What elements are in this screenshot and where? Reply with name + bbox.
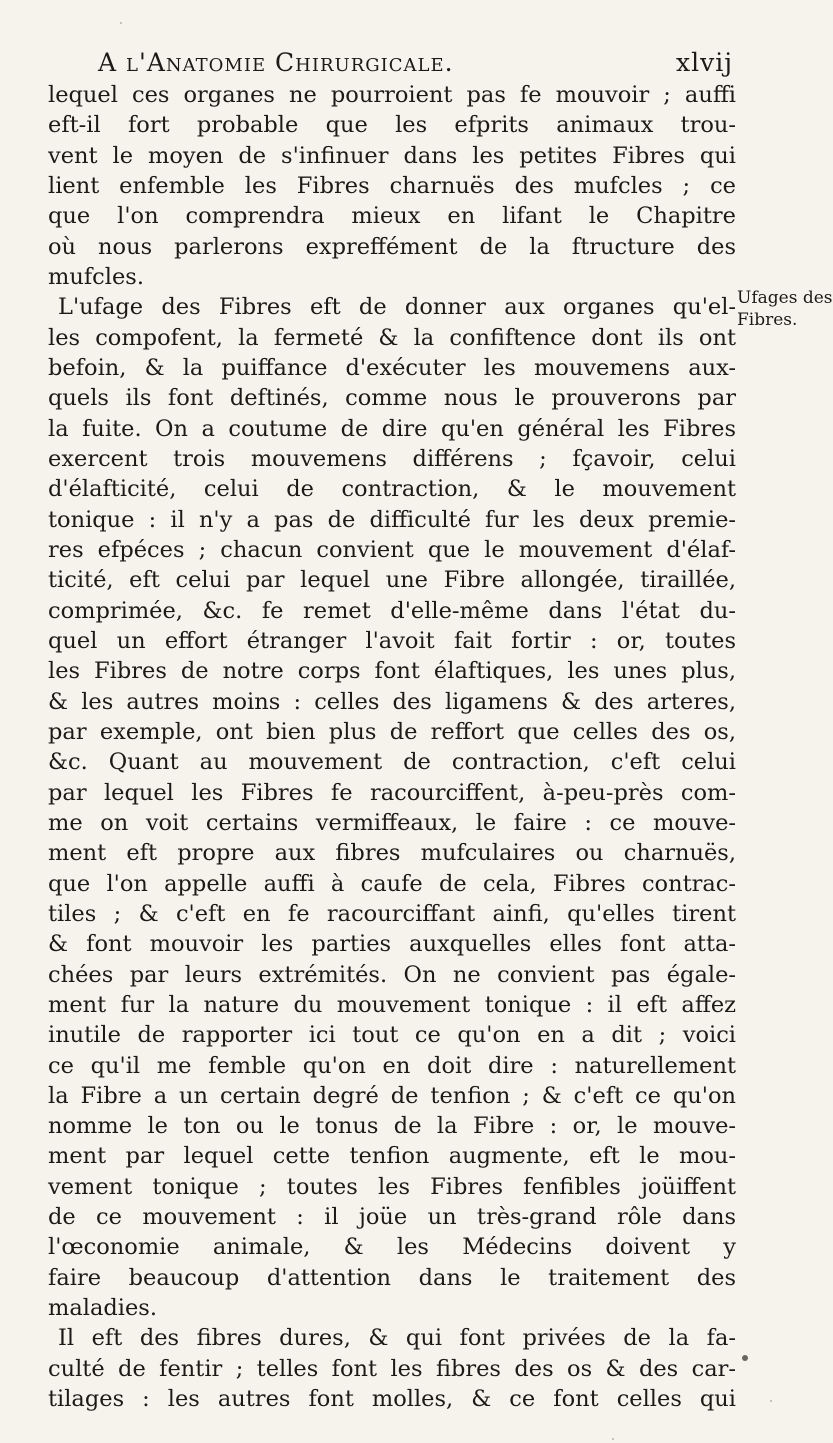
text-line: nomme le ton ou le tonus de la Fibre : or, le mouve- <box>48 1113 736 1140</box>
text-line: mufcles. <box>48 263 144 290</box>
text-line: res efpéces ; chacun convient que le mouvement d'élaf- <box>48 536 736 563</box>
body-text <box>48 80 736 1414</box>
text-line: eft-il fort probable que les efprits animaux trou- <box>48 112 736 139</box>
text-line: ce qu'il me femble qu'on en doit dire : naturellement <box>48 1052 736 1079</box>
text-line: tonique : il n'y a pas de difficulté fur les deux premie- <box>48 506 736 533</box>
text-line: les compofent, la fermeté & la confiftence dont ils ont <box>48 324 736 351</box>
text-line: ment par lequel cette tenfion augmente, eft le mou- <box>48 1143 736 1170</box>
text-line: & les autres moins : celles des ligamens & des arteres, <box>48 688 736 715</box>
text-line: que l'on appelle auffi à caufe de cela, Fibres contrac- <box>48 870 736 897</box>
text-line: la fuite. On a coutume de dire qu'en général les Fibres <box>48 415 736 442</box>
running-head <box>38 48 733 80</box>
text-line: quels ils font deftinés, comme nous le prouverons par <box>48 385 736 412</box>
text-line: de ce mouvement : il joüe un très-grand rôle dans <box>48 1204 736 1231</box>
paper-speck <box>612 1438 614 1440</box>
text-line: ment fur la nature du mouvement tonique : il eft affez <box>48 991 736 1018</box>
text-line: que l'on comprendra mieux en lifant le Chapitre <box>48 203 736 230</box>
text-line: lient enfemble les Fibres charnuës des mufcles ; ce <box>48 172 736 199</box>
text-line: la Fibre a un certain degré de tenfion ; & c'eft ce qu'on <box>48 1082 736 1109</box>
text-line: & font mouvoir les parties auxquelles elles font atta- <box>48 931 736 958</box>
text-line: chées par leurs extrémités. On ne convient pas égale- <box>48 961 736 988</box>
text-line: par exemple, ont bien plus de reffort que celles des os, <box>48 718 736 745</box>
text-line: inutile de rapporter ici tout ce qu'on en a dit ; voici <box>48 1022 736 1049</box>
margin-note-line: Fibres. <box>737 310 798 330</box>
paper-speck <box>770 1400 772 1402</box>
text-line: l'œconomie animale, & les Médecins doivent y <box>48 1234 736 1261</box>
margin-note-line: Ufages des <box>737 288 833 308</box>
text-line: où nous parlerons expreffément de la ftructure des <box>48 233 736 260</box>
text-line: maladies. <box>48 1295 157 1322</box>
text-line: vement tonique ; toutes les Fibres fenfibles joüiffent <box>48 1173 736 1200</box>
text-line: quel un effort étranger l'avoit fait fortir : or, toutes <box>48 627 736 654</box>
text-line: lequel ces organes ne pourroient pas fe mouvoir ; auffi <box>48 82 736 108</box>
ink-spot <box>742 1355 748 1361</box>
page-number: xlvij <box>676 48 733 77</box>
text-line: faire beaucoup d'attention dans le traitement des <box>48 1264 736 1291</box>
text-line: vent le moyen de s'infinuer dans les petites Fibres qui <box>48 142 736 169</box>
text-line: par lequel les Fibres fe racourciffent, à-peu-près com- <box>48 779 736 806</box>
text-line: befoin, & la puiffance d'exécuter les mouvemens aux- <box>48 354 736 381</box>
text-line: exercent trois mouvemens différens ; fçavoir, celui <box>48 445 736 472</box>
text-line: les Fibres de notre corps font élaftiques, les unes plus, <box>48 658 736 685</box>
text-line: tilages : les autres font molles, & ce font celles qui <box>48 1386 736 1413</box>
margin-note <box>737 287 833 331</box>
text-line: ment eft propre aux fibres mufculaires ou charnuës, <box>48 840 736 867</box>
text-line: me on voit certains vermiffeaux, le faire : ce mouve- <box>48 809 736 836</box>
text-line: L'ufage des Fibres eft de donner aux organes qu'el- <box>58 294 736 321</box>
text-line: tiles ; & c'eft en fe racourciffant ainfi, qu'elles tirent <box>48 900 736 927</box>
text-line: comprimée, &c. fe remet d'elle-même dans l'état du- <box>48 597 736 624</box>
text-line: &c. Quant au mouvement de contraction, c'eft celui <box>48 749 736 776</box>
text-line: culté de fentir ; telles font les fibres des os & des car- <box>48 1355 736 1382</box>
text-line: Il eft des fibres dures, & qui font privées de la fa- <box>58 1325 736 1352</box>
text-line: ticité, eft celui par lequel une Fibre allongée, tiraillée, <box>48 567 736 594</box>
paper-speck <box>120 22 122 24</box>
running-head-title: A l'Anatomie Chirurgicale. <box>98 48 454 77</box>
text-line: d'élafticité, celui de contraction, & le mouvement <box>48 476 736 503</box>
